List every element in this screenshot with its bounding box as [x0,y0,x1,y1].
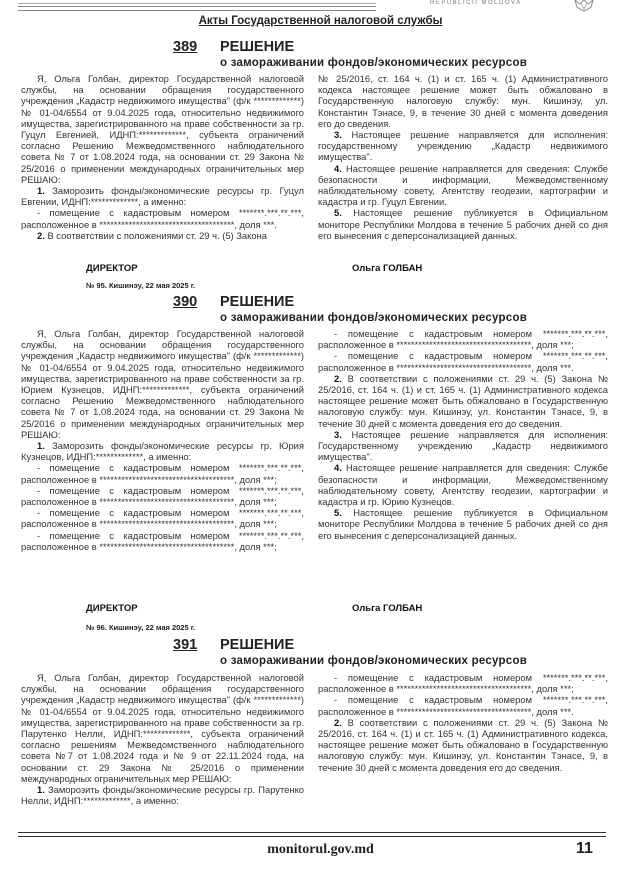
item-number: 4. [334,462,342,474]
item-text: Заморозить фонды/экономические ресурсы гр. Парутенко Нелли, ИДНП:*************, а именно: [21,784,304,807]
decision-number: 390 [173,294,198,310]
item-number: 2. [334,372,342,384]
item-text: Настоящее решение направляется для исполнения: Государственному учреждению „Кадастр недвижимого имущества". [318,428,608,463]
property-entry: - помещение с кадастровым номером *******.***.**.***, расположенное в *************************************, доля ***; [318,672,608,695]
item-text: Настоящее решение направляется для исполнения: государственному учреждению „Кадастр недвижимого имущества". [318,129,608,163]
place-date: № 95. Кишинэу, 22 мая 2025 г. [86,281,196,290]
paragraph [318,507,608,541]
decision-391-right-column [318,672,608,773]
decision-389-right-column [318,73,608,241]
paragraph [318,129,608,163]
decision-number: 389 [173,39,198,55]
header-rule-thin [18,3,376,4]
decision-heading: РЕШЕНИЕ [220,637,295,653]
property-entry: - помещение с кадастровым номером *******.***.**.***, расположенное в *************************************, доля ***. [318,694,608,717]
item-text: В соответствии с положениями ст. 29 ч. (5) Закона № 25/2016, ст. 164 ч. (1) и ст. 165 ч. (1) Административного кодекса настоящее решение может быть обжаловано в Государственную налоговую службу: мун. Кишинэу, ул. Константин Тэнасе, 9, в течение 30 дней с момента доведения его до сведения. [318,372,608,429]
paragraph [21,185,304,207]
item-number: 1. [37,185,45,197]
decision-subheading: о замораживании фондов/экономических ресурсов [220,655,528,667]
paragraph [21,784,304,806]
masthead-text: REPUBLICII MOLDOVA [430,0,522,6]
item-text: Настоящее решение направляется для сведения: Службе безопасности и информации, Межведомственному наблюдательному совету, Агентству геодезии, картографии и кадастра и гр. Гуцул Евгении. [318,162,608,208]
property-entry: - помещение с кадастровым номером *******.***.**.***, расположенное в *************************************, доля ***; [318,328,608,351]
property-entry: - помещение с кадастровым номером *******.***.**.***, расположенное в *************************************, доля ***; [21,462,304,485]
paragraph [318,462,608,507]
property-entry: - помещение с кадастровым номером *******.***.**.***, расположенное в *************************************, доля ***. [318,350,608,373]
section-title: Акты Государственной налоговой службы [198,15,443,27]
paragraph [318,717,608,773]
item-text: В соответствии с положениями ст. 29 ч. (5) Закона [47,229,267,241]
item-text: Настоящее решение публикуется в Официальном мониторе Республики Молдова в течение 5 рабочих дней со дня его вынесения с деперсонализацией данных. [318,507,608,541]
decision-heading: РЕШЕНИЕ [220,294,295,310]
decision-number: 391 [173,637,198,653]
footer-site-link[interactable]: monitorul.gov.md [267,842,374,857]
item-number: 3. [334,428,342,440]
paragraph: Я, Ольга Голбан, директор Государственной налоговой службы, на основании обращения государственного учреждения „Кадастр недвижимого имущества" (ф/к *************) № 01-04/6554 от 9.04.2025 года, относительно недвижимого имущества, зарегистрированного на праве собственности за гр. Юрием Кузнецов, ИДНП:*************, субъекта ограничений согласно Решению Межведомственного наблюдательного совета № 7 от 1.08.2024 года, на основании ст. 29 Закона № 25/2016 о применении международных ограничительных мер РЕШАЮ: [21,328,304,440]
item-text: Настоящее решение публикуется в Официальном мониторе Республики Молдова в течение 5 рабочих дней со дня его вынесения с деперсонализацией данных. [318,207,608,241]
property-entry: - помещение с кадастровым номером *******.***.**.***, расположенное в *************************************, доля ***; [21,529,304,552]
paragraph [21,440,304,462]
signature-title: ДИРЕКТОР [86,263,138,274]
property-entry: - помещение с кадастровым номером *******.***.**.***, расположенное в *************************************, доля ***; [21,484,304,508]
coat-of-arms-icon [573,0,595,12]
item-number: 5. [334,207,342,219]
item-number: 2. [37,229,45,241]
item-number: 1. [37,440,45,452]
item-number: 3. [334,129,342,141]
decision-subheading: о замораживании фондов/экономических ресурсов [220,57,528,69]
signature-name: Ольга ГОЛБАН [352,263,423,274]
item-number: 4. [334,162,342,174]
header-rule [18,6,376,11]
decision-390-right-column [318,328,608,541]
decision-391-left-column [21,672,304,806]
paragraph [318,373,608,429]
paragraph: Я, Ольга Голбан, директор Государственной налоговой службы, на основании обращения государственного учреждения „Кадастр недвижимого имущества" (ф/к *************) № 01-04/6554 от 9.04.2025 года, относительно недвижимого имущества, зарегистрированного на праве собственности за гр. Парутенко Нелли, ИДНП:*************, субъекта ограничений согласно решениям Межведомственного наблюдательного совета №7 от 1.08.2024 года и № 9 от 22.11.2024 года, на основании ст. 29 Закона № 25/2016 о применении международных ограничительных мер РЕШАЮ: [21,672,304,784]
paragraph [318,163,608,208]
place-date: № 96. Кишинэу, 22 мая 2025 г. [86,623,196,632]
item-number: 2. [334,716,342,728]
signature-title: ДИРЕКТОР [86,603,138,614]
footer-rule [18,832,606,837]
item-number: 5. [334,507,342,519]
item-number: 1. [37,784,45,796]
page-number: 11 [576,840,593,857]
property-entry: - помещение с кадастровым номером *******.***.**.***, расположенное в *************************************, доля ***; [21,507,304,530]
decision-389-left-column [21,73,304,241]
paragraph [318,207,608,241]
item-text: Заморозить фонды/экономические ресурсы гр. Юрия Кузнецов, ИДНП:*************, а именно: [21,440,304,463]
paragraph [318,429,608,463]
decision-heading: РЕШЕНИЕ [220,39,295,55]
property-entry: - помещение с кадастровым номером *******.***.**.***, расположенное в *************************************, доля ***. [21,207,304,230]
paragraph: Я, Ольга Голбан, директор Государственной налоговой службы, на основании обращения государственного учреждения „Кадастр недвижимого имущества" (ф/к *************) № 01-04/6554 от 9.04.2025 года, относительно недвижимого имущества, зарегистрированного на праве собственности за гр. Гуцул Евгенией, ИДНП:*************, субъекта ограничений согласно Решению Межведомственного наблюдательного совета № 7 от 1.08.2024 года, на основании ст. 29 Закона № 25/2016 о применении международных ограничительных мер РЕШАЮ: [21,73,304,185]
paragraph [21,230,304,241]
item-text: Заморозить фонды/экономические ресурсы гр. Гуцул Евгении, ИДНП:*************, а именно: [21,185,304,208]
signature-name: Ольга ГОЛБАН [352,603,423,614]
decision-subheading: о замораживании фондов/экономических ресурсов [220,312,528,324]
paragraph: № 25/2016, ст. 164 ч. (1) и ст. 165 ч. (1) Административного кодекса настоящее решение может быть обжаловано в Государственную налоговую службу: мун. Кишинэу, ул. Константин Тэнасе, 9, в течение 30 дней с момента доведения его до сведения. [318,73,608,129]
item-text: В соответствии с положениями ст. 29 ч. (5) Закона № 25/2016, ст. 164 ч. (1) и ст. 165 ч. (1) Административного кодекса, настоящее решение может быть обжаловано в Государственную налоговую службу: мун. Кишинэу, ул. Константин Тэнасе, 9, в течение 30 дней с момента доведения его до сведения. [318,716,608,773]
item-text: Настоящее решение направляется для сведения: Службе безопасности и информации, Межведомственному наблюдательному совету, Агентству геодезии, картографии и кадастра и гр. Юрию Кузнецов. [318,462,608,508]
decision-390-left-column [21,328,304,552]
